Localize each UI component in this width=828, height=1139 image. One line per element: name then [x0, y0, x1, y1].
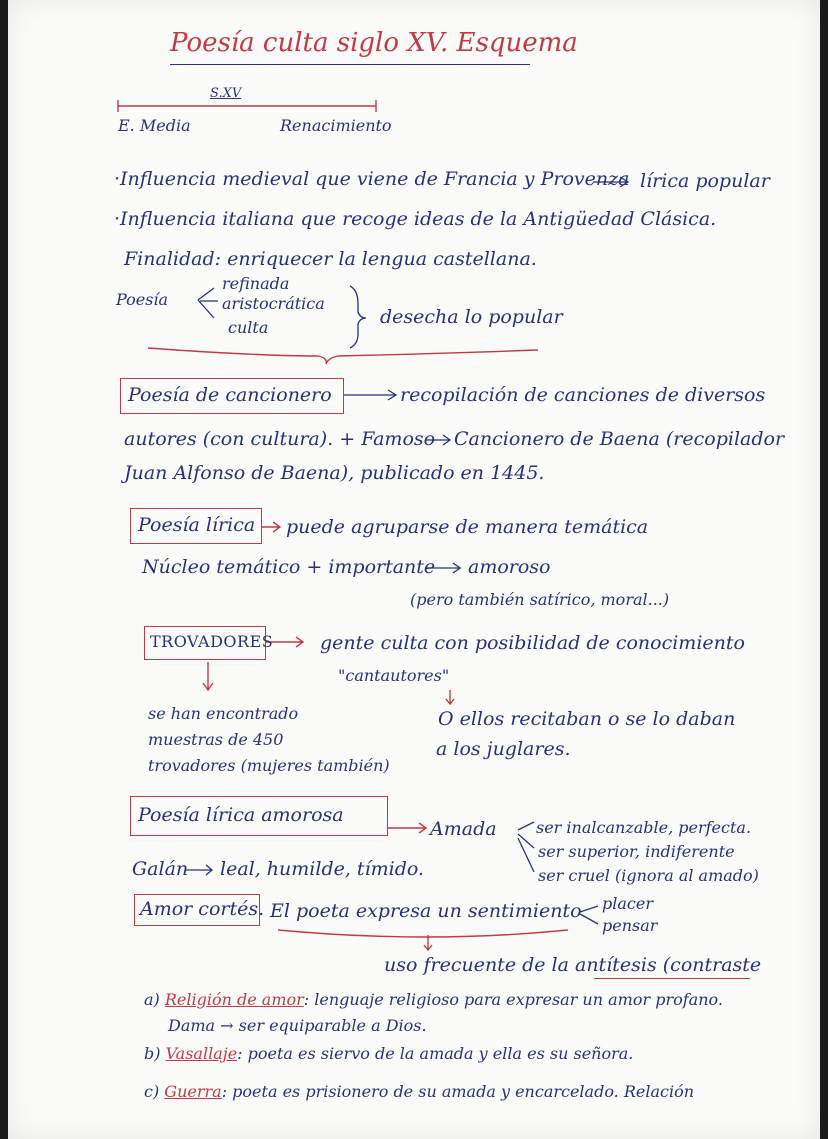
- uso-underline: [594, 978, 750, 979]
- galan-traits: leal, humilde, tímido.: [220, 858, 425, 880]
- lirica-line-3: (pero también satírico, moral...): [410, 590, 670, 609]
- list-marker: a): [144, 990, 160, 1009]
- amada-label: Amada: [430, 818, 497, 840]
- amada-trait-1: ser inalcanzable, perfecta.: [536, 818, 752, 837]
- list-marker: b): [144, 1044, 161, 1063]
- intro-line-1-result: lírica popular: [640, 170, 770, 192]
- cancionero-line-1: recopilación de canciones de diversos: [400, 384, 766, 406]
- list-marker: c): [144, 1082, 160, 1101]
- list-text: : poeta es siervo de la amada y ella es su señora.: [237, 1044, 634, 1063]
- list-text: : poeta es prisionero de su amada y encarcelado. Relación: [221, 1082, 695, 1101]
- list-term: Guerra: [164, 1082, 222, 1101]
- amada-trait-2: ser superior, indiferente: [538, 842, 735, 861]
- list-text: : lenguaje religioso para expresar un amor profano.: [303, 990, 723, 1009]
- notebook-page: [8, 0, 820, 1139]
- intro-line-1: ·Influencia medieval que viene de Francia y Provenza: [114, 168, 630, 190]
- lirica-line-2-result: amoroso: [468, 556, 551, 578]
- list-item-a: [144, 990, 723, 1009]
- lirica-heading: Poesía lírica: [138, 514, 256, 536]
- qualities-result: desecha lo popular: [380, 306, 563, 328]
- trovadores-line-1: gente culta con posibilidad de conocimiento: [320, 632, 745, 654]
- amada-trait-3: ser cruel (ignora al amado): [538, 866, 759, 885]
- poesia-label: Poesía: [116, 290, 169, 309]
- sentimiento-pensar: pensar: [602, 916, 658, 935]
- cancionero-line-2-result: Cancionero de Baena (recopilador: [454, 428, 785, 450]
- sentimiento-placer: placer: [602, 894, 653, 913]
- galan-label: Galán: [132, 858, 189, 880]
- title-underline: [170, 64, 530, 65]
- quality-aristocratica: aristocrática: [222, 294, 325, 313]
- list-term: Religión de amor: [164, 990, 304, 1009]
- list-term: Vasallaje: [165, 1044, 238, 1063]
- trovadores-note-2: muestras de 450: [148, 730, 284, 749]
- timeline-left-label: E. Media: [118, 116, 191, 135]
- list-text: Dama → ser equiparable a Dios.: [168, 1016, 427, 1035]
- list-item-b: [144, 1044, 633, 1063]
- amor-line: El poeta expresa un sentimiento: [270, 900, 582, 922]
- quality-refinada: refinada: [222, 274, 290, 293]
- lirica-line-1: puede agruparse de manera temática: [286, 516, 649, 538]
- quality-culta: culta: [228, 318, 269, 337]
- trovadores-right-2: a los juglares.: [436, 738, 571, 760]
- timeline-right-label: Renacimiento: [280, 116, 392, 135]
- list-item-dama: [168, 1016, 427, 1035]
- lirica-line-2: Núcleo temático + importante: [142, 556, 436, 578]
- trovadores-heading: TROVADORES: [150, 632, 274, 651]
- trovadores-note-1: se han encontrado: [148, 704, 299, 723]
- uso-line: uso frecuente de la antítesis (contraste: [384, 954, 762, 976]
- trovadores-quote: "cantautores": [338, 666, 450, 685]
- amorosa-heading: Poesía lírica amorosa: [138, 804, 344, 826]
- list-item-c: [144, 1082, 694, 1101]
- cancionero-line-3: Juan Alfonso de Baena), publicado en 1445.: [124, 462, 545, 484]
- trovadores-right-1: O ellos recitaban o se lo daban: [438, 708, 736, 730]
- intro-line-2: ·Influencia italiana que recoge ideas de la Antigüedad Clásica.: [114, 208, 717, 230]
- trovadores-note-3: trovadores (mujeres también): [148, 756, 390, 775]
- timeline-century: S.XV: [210, 86, 242, 101]
- intro-line-3: Finalidad: enriquecer la lengua castellana.: [124, 248, 537, 270]
- cancionero-line-2: autores (con cultura). + Famoso: [124, 428, 436, 450]
- page-title: Poesía culta siglo XV. Esquema: [170, 28, 578, 58]
- amor-cortes: Amor cortés.: [140, 898, 265, 920]
- cancionero-heading: Poesía de cancionero: [128, 384, 332, 406]
